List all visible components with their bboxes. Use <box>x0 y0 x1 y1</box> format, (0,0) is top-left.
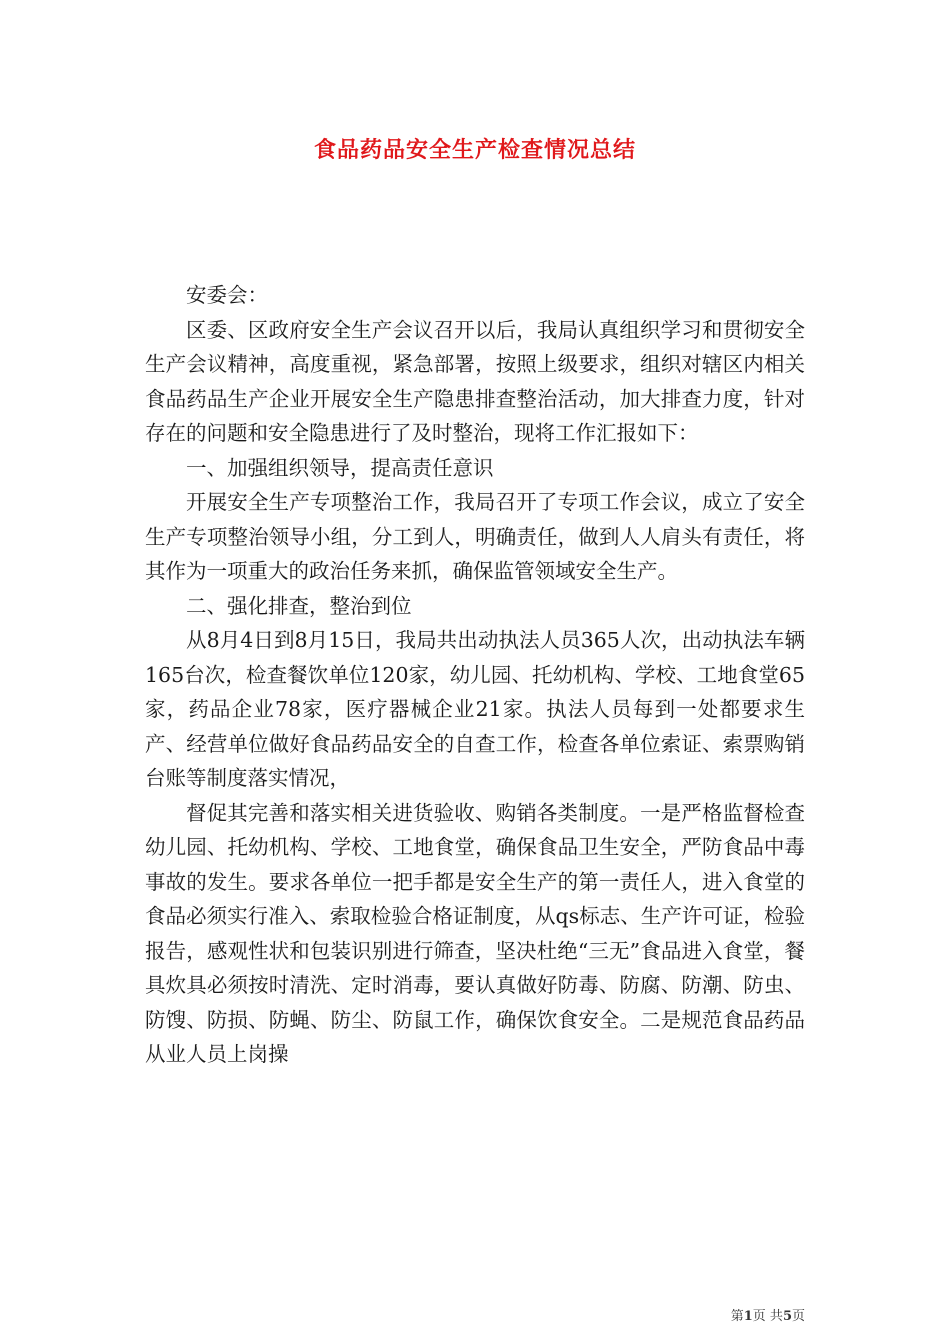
body-paragraph: 区委、区政府安全生产会议召开以后，我局认真组织学习和贯彻安全生产会议精神，高度重视，紧急部署，按照上级要求，组织对辖区内相关食品药品生产企业开展安全生产隐患排查整治活动，加大排查力度，针对存在的问题和安全隐患进行了及时整治，现将工作汇报如下： <box>145 317 805 445</box>
body-paragraph: 从8月4日到8月15日，我局共出动执法人员365人次，出动执法车辆165台次，检查餐饮单位120家，幼儿园、托幼机构、学校、工地食堂65家，药品企业78家，医疗器械企业21家。执法人员每到一处都要求生产、经营单位做好食品药品安全的自查工作，检查各单位索证、索票购销台账等制度落实情况， <box>145 628 805 790</box>
page-number <box>731 1305 805 1324</box>
total-pages: 5 <box>782 1309 792 1324</box>
current-page: 1 <box>743 1309 753 1324</box>
body-paragraph: 督促其完善和落实相关进货验收、购销各类制度。一是严格监督检查幼儿园、托幼机构、学校、工地食堂，确保食品卫生安全，严防食品中毒事故的发生。要求各单位一把手都是安全生产的第一责任人，进入食堂的食品必须实行准入、索取检验合格证制度，从qs标志、生产许可证，检验报告，感观性状和包装识别进行筛查，坚决杜绝“三无”食品进入食堂，餐具炊具必须按时清洗、定时消毒，要认真做好防毒、防腐、防潮、防虫、防馊、防损、防蝇、防尘、防鼠工作，确保饮食安全。二是规范食品药品从业人员上岗操 <box>145 800 805 1066</box>
section-heading: 一、加强组织领导，提高责任意识 <box>186 455 494 480</box>
section-heading: 二、强化排查，整治到位 <box>186 593 412 618</box>
page-middle: 页 共 <box>752 1309 783 1324</box>
document-body <box>145 278 805 1072</box>
document-title: 食品药品安全生产检查情况总结 <box>313 137 636 163</box>
page-suffix: 页 <box>791 1309 805 1324</box>
salutation: 安委会： <box>186 283 268 307</box>
page-prefix: 第 <box>730 1309 744 1324</box>
body-paragraph: 开展安全生产专项整治工作，我局召开了专项工作会议，成立了安全生产专项整治领导小组，分工到人，明确责任，做到人人肩头有责任，将其作为一项重大的政治任务来抓，确保监管领域安全生产。 <box>145 490 805 583</box>
